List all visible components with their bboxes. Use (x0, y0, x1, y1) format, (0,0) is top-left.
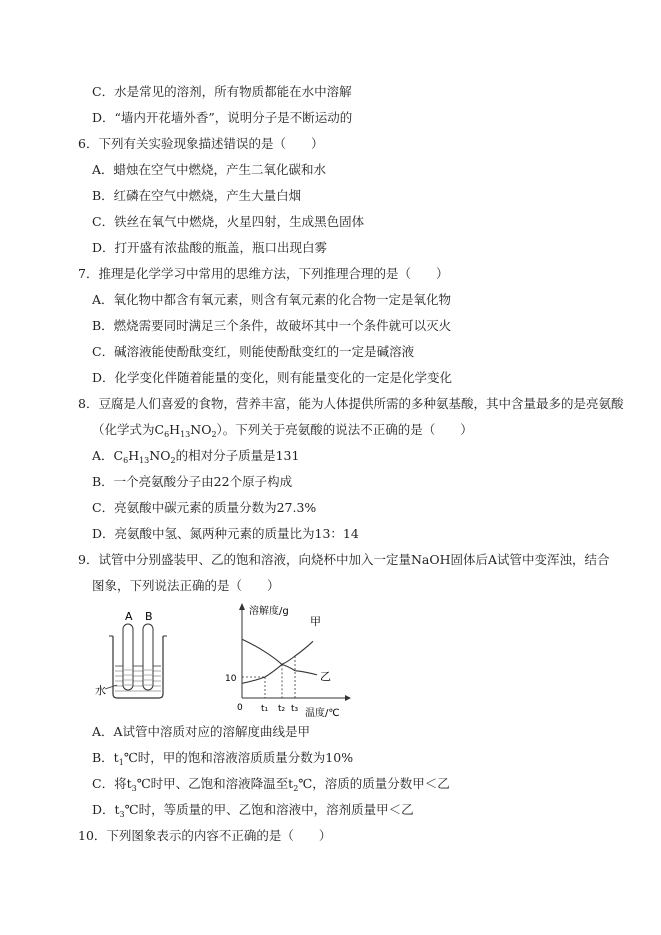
x-tick-t2: t₂ (278, 704, 286, 714)
x-tick-t1: t₁ (261, 704, 269, 714)
subscript: 3 (131, 784, 137, 793)
q6-option-a: A．蜡烛在空气中燃烧，产生二氧化碳和水 (92, 162, 327, 177)
tube-b-label: B (145, 610, 153, 623)
q6-option-d: D．打开盛有浓盐酸的瓶盖，瓶口出现白雾 (92, 240, 328, 255)
q9-figure (95, 600, 355, 723)
option-text: ℃时甲、乙饱和溶液降温至t (136, 776, 294, 791)
series-line-yi (242, 639, 317, 675)
q8-stem-text-pre: （化学式为C (92, 422, 165, 437)
formula-part: NO (190, 422, 212, 437)
q8-option-b: B．一个亮氨酸分子由22个原子构成 (92, 474, 293, 489)
beaker-outline (113, 636, 163, 698)
q6-option-b: B．红磷在空气中燃烧，产生大量白烟 (92, 188, 302, 203)
option-text: ℃，溶质的质量分数甲＜乙 (298, 776, 450, 791)
subscript: 13 (180, 430, 191, 439)
formula-part: H (128, 448, 140, 463)
tube-a-label: A (125, 610, 133, 623)
option-text: D．t (92, 802, 120, 817)
q9-stem-cont: 图象，下列说法正确的是（ ） (92, 578, 280, 593)
q9-option-c (92, 776, 450, 792)
water-label: 水 (95, 684, 106, 697)
y-tick-label: 10 (225, 674, 237, 684)
q8-stem-formula-line (92, 422, 473, 438)
q7-option-d: D．化学变化伴随着能量的变化，则有能量变化的一定是化学变化 (92, 370, 453, 385)
q8-option-d: D．亮氨酸中氢、氮两种元素的质量比为13：14 (92, 526, 359, 541)
figure-svg (95, 600, 355, 720)
water-hatching (115, 671, 161, 691)
subscript: 1 (118, 758, 124, 767)
q8-option-a (92, 448, 299, 464)
series-yi-label: 乙 (320, 670, 331, 683)
subscript: 3 (119, 810, 125, 819)
subscript: 6 (164, 430, 170, 439)
formula-part: H (169, 422, 181, 437)
subscript: 2 (170, 456, 176, 465)
subscript: 2 (293, 784, 299, 793)
option-text: A．C (92, 448, 124, 463)
subscript: 6 (123, 456, 129, 465)
x-axis-arrow (345, 695, 351, 701)
option-text: ℃时，甲的饱和溶液溶质质量分数为10% (123, 750, 354, 765)
q7-option-b: B．燃烧需要同时满足三个条件，故破坏其中一个条件就可以灭火 (92, 318, 452, 333)
q6-option-c: C．铁丝在氧气中燃烧，火星四射，生成黑色固体 (92, 214, 365, 229)
q9-option-b (92, 750, 353, 766)
option-text: C．将t (92, 776, 132, 791)
q10-stem: 10．下列图象表示的内容不正确的是（ ） (78, 828, 332, 843)
q8-option-c: C．亮氨酸中碳元素的质量分数为27.3% (92, 500, 317, 515)
series-jia-label: 甲 (310, 615, 321, 628)
y-axis-arrow (239, 603, 245, 610)
q8-stem-text-post: ）。下列关于亮氨酸的说法不正确的是（ ） (216, 422, 473, 437)
q7-option-c: C．碱溶液能使酚酞变红，则能使酚酞变红的一定是碱溶液 (92, 344, 415, 359)
q9-stem: 9．试管中分别盛装甲、乙的饱和溶液，向烧杯中加入一定量NaOH固体后A试管中变浑浊，结合 (78, 552, 610, 567)
option-text: ℃时，等质量的甲、乙饱和溶液中，溶剂质量甲＜乙 (124, 802, 414, 817)
x-axis-label: 温度/℃ (305, 708, 340, 719)
q9-option-a: A．A试管中溶质对应的溶解度曲线是甲 (92, 724, 311, 739)
series-line-jia (242, 641, 313, 683)
q7-option-a: A．氧化物中都含有氧元素，则含有氧元素的化合物一定是氧化物 (92, 292, 452, 307)
q5-option-d: D．“墙内开花墙外香”，说明分子是不断运动的 (92, 110, 353, 125)
q8-stem: 8．豆腐是人们喜爱的食物，营养丰富，能为人体提供所需的多种氨基酸，其中含量最多的是亮氨酸 (78, 396, 624, 411)
q7-stem: 7．推理是化学学习中常用的思维方法，下列推理合理的是（ ） (78, 266, 449, 281)
formula-part: NO (149, 448, 171, 463)
y-axis-label: 溶解度/g (249, 606, 289, 617)
water-pointer (105, 685, 117, 689)
solubility-chart (225, 603, 351, 719)
q5-option-c: C．水是常见的溶剂，所有物质都能在水中溶解 (92, 84, 352, 99)
option-text: B．t (92, 750, 119, 765)
option-text: 的相对分子质量是131 (175, 448, 300, 463)
beaker-apparatus (95, 610, 167, 698)
q6-stem: 6．下列有关实验现象描述错误的是（ ） (78, 136, 324, 151)
origin-label: 0 (237, 703, 243, 713)
x-tick-t3: t₃ (291, 704, 299, 714)
chart-marks (242, 639, 317, 714)
subscript: 2 (211, 430, 217, 439)
q9-option-d (92, 802, 414, 818)
subscript: 13 (139, 456, 150, 465)
